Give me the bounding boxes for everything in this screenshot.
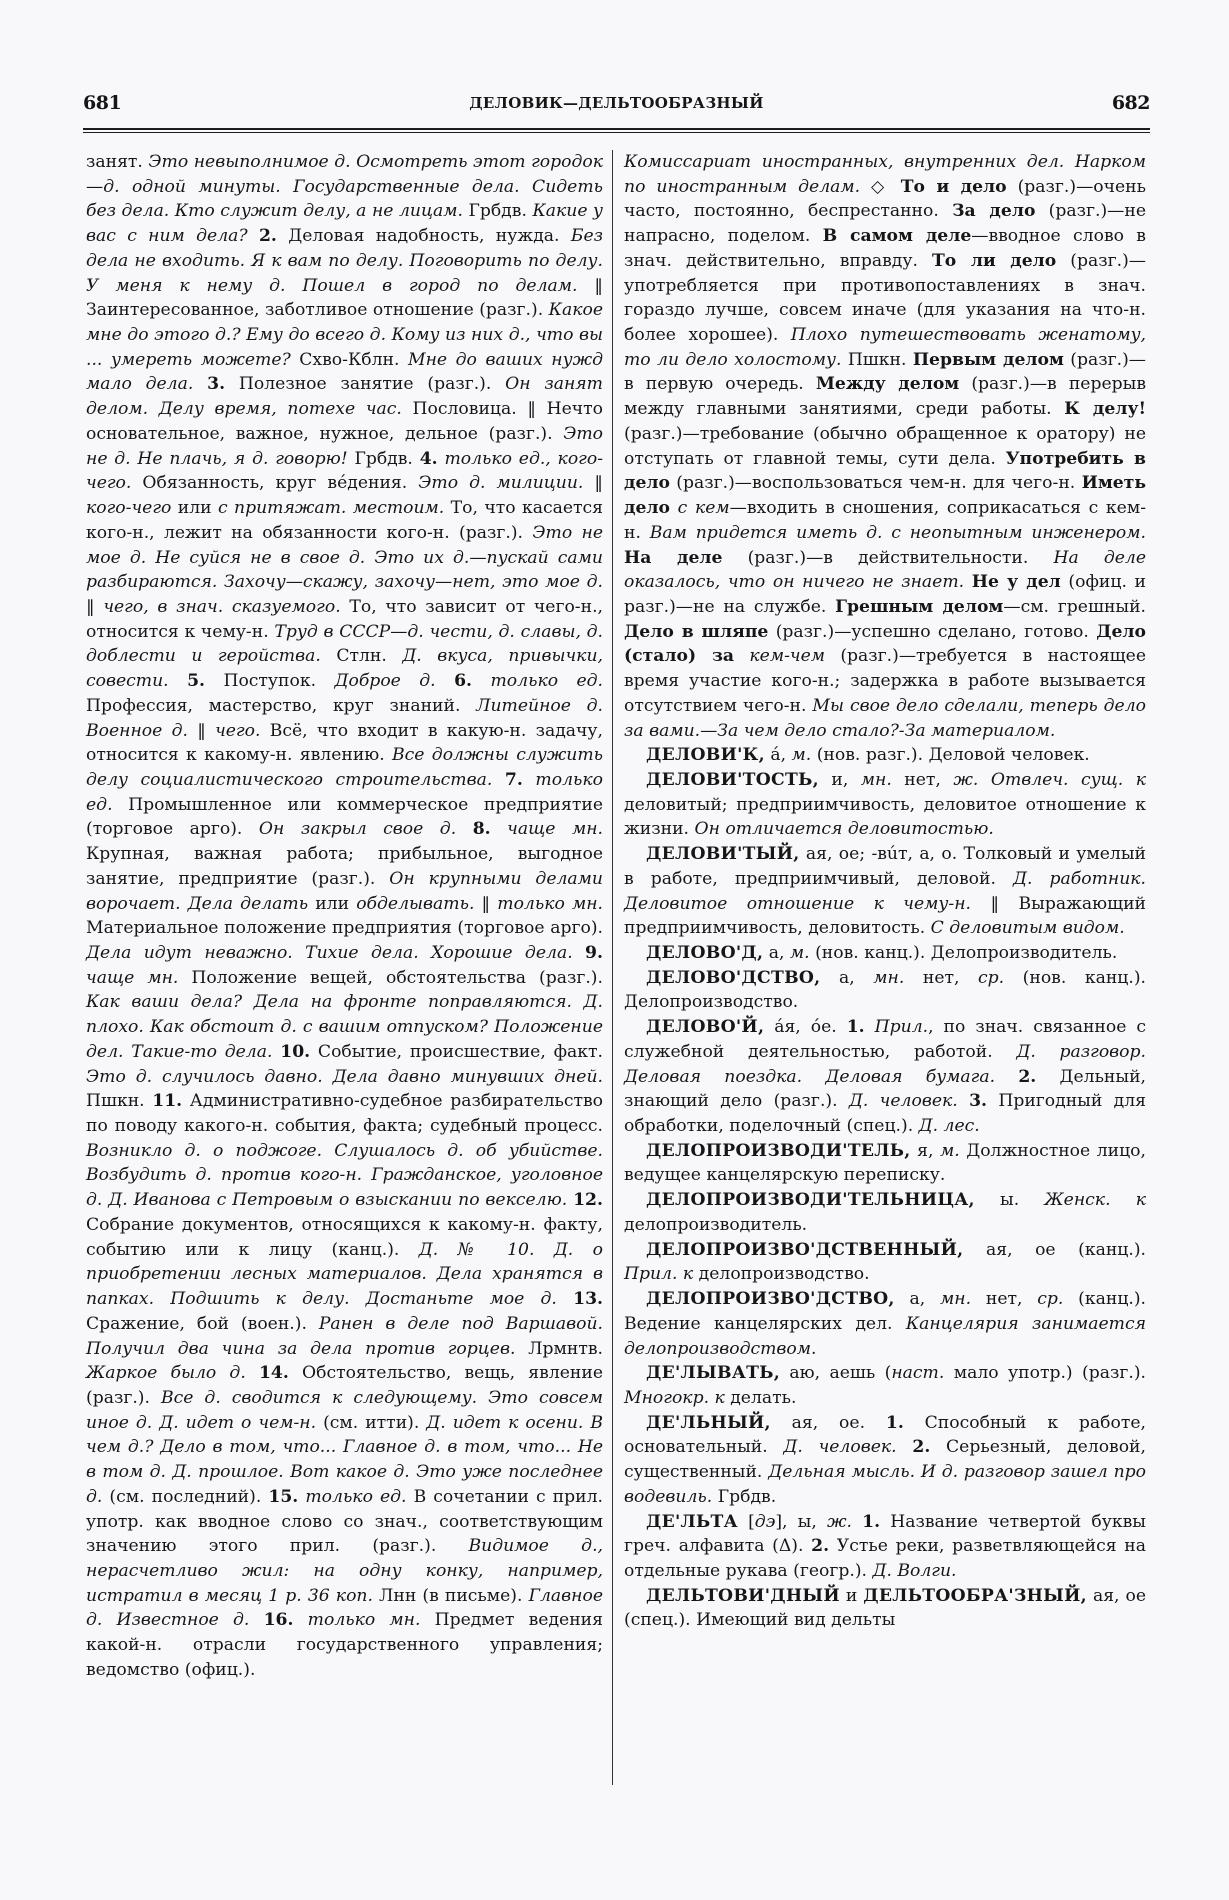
sense-number: Дело в шляпе bbox=[624, 621, 769, 642]
body-text: (нов. канц.). Делопроизводство. bbox=[624, 967, 1146, 1013]
body-text: Обстоятельство, вещь, явление (разг.). bbox=[86, 1363, 603, 1408]
italic-text: Он крупными делами ворочает. Дела делать bbox=[86, 868, 604, 914]
body-text: áя, óе. bbox=[764, 1017, 847, 1038]
body-text bbox=[456, 819, 473, 839]
italic-text: только мн. bbox=[307, 1610, 421, 1631]
body-text: ая, ое; -вúт, а, о. Толковый и умелый в работе, предприимчивый, деловой. bbox=[624, 844, 1146, 889]
dictionary-entry bbox=[624, 1361, 1146, 1410]
italic-text: чего. bbox=[215, 720, 261, 741]
headword: ДЕЛОВИ'ТЫЙ, bbox=[646, 844, 800, 865]
body-text: мало употр.) (разг.). bbox=[944, 1363, 1146, 1384]
italic-text: Д. Волги. bbox=[872, 1560, 957, 1581]
body-text: Устье реки, разветвляющейся на отдельные рукава (геогр.). bbox=[624, 1536, 1146, 1581]
column-divider bbox=[612, 150, 613, 1785]
italic-text: Без дела не входить. Я к вам по делу. Поговорить по делу. У меня к нему д. Пошел в город по делам. bbox=[86, 226, 603, 296]
entry-continuation bbox=[86, 150, 603, 1683]
italic-text: дэ bbox=[754, 1511, 776, 1532]
headword: ДЕЛОПРОИЗВОДИ'ТЕЛЬ, bbox=[646, 1140, 911, 1161]
italic-text: только ед. bbox=[305, 1486, 407, 1507]
body-text: Профессия, мастерство, круг знаний. bbox=[86, 695, 477, 716]
body-text: Лнн (в письме). bbox=[372, 1585, 529, 1606]
sense-number: На деле bbox=[624, 547, 723, 568]
body-text: Крупная, важная работа; прибыльное, выгодное занятие, предприятие (разг.). bbox=[86, 844, 603, 889]
italic-text: Он занят делом. Делу время, потехе час. bbox=[86, 374, 603, 420]
body-text: а, bbox=[763, 943, 790, 963]
italic-text: Он закрыл свое д. bbox=[258, 819, 457, 840]
body-text: Поступок. bbox=[205, 671, 335, 692]
body-text: —вводное слово в знач. действительно, вправду. bbox=[624, 226, 1146, 271]
entry-continuation bbox=[624, 150, 1146, 743]
body-text bbox=[958, 1091, 969, 1111]
sense-number: 1. bbox=[885, 1412, 904, 1433]
body-text: То, что зависит от чего-н., относится к чему-н. bbox=[86, 596, 604, 642]
sense-number: Употребить в дело bbox=[624, 448, 1146, 494]
sense-number: 3. bbox=[969, 1091, 988, 1112]
sense-number: 13. bbox=[573, 1289, 604, 1310]
body-text: ая, ое (спец.). Имеющий вид дельты bbox=[624, 1585, 1146, 1631]
italic-text: Видимое д., нерасчетливо жил: на одну конку, например, истратил в месяц 1 р. 36 коп. bbox=[86, 1536, 604, 1606]
body-text: делопроизводитель. bbox=[624, 1214, 808, 1235]
body-text: Материальное положение предприятия (торговое арго). bbox=[86, 918, 603, 939]
body-text: Промышленное или коммерческое предприятие (торговое арго). bbox=[86, 794, 603, 840]
body-text: нет, bbox=[971, 1289, 1038, 1310]
headword: ДЕ'ЛЬТА bbox=[646, 1511, 738, 1532]
body-text: В сочетании с прил. употр. как вводное слово со знач., соответствующим значению этого прил. (разг.). bbox=[86, 1486, 603, 1557]
italic-text: мн. bbox=[873, 967, 905, 988]
body-text: ‖ Выражающий предприимчивость, деловитость. bbox=[624, 893, 1146, 939]
body-text: (канц.). Ведение канцелярских дел. bbox=[624, 1289, 1147, 1334]
sense-number: 2. bbox=[1018, 1066, 1037, 1087]
dictionary-entry bbox=[624, 1238, 1146, 1287]
italic-text: м. bbox=[939, 1140, 960, 1161]
running-header bbox=[83, 92, 1150, 122]
body-text: Пшкн. bbox=[841, 349, 913, 370]
italic-text: ср. bbox=[978, 967, 1005, 988]
body-text: —см. грешный. bbox=[1003, 596, 1147, 617]
italic-text: Плохо путешествовать женатому, то ли дело холостому. bbox=[624, 325, 1146, 370]
body-text: (разг.)—воспользоваться чем-н. для чего-н. bbox=[669, 473, 1082, 494]
sense-number: Не у дел bbox=[971, 572, 1061, 593]
italic-text: с кем bbox=[677, 498, 730, 519]
headword: ДЕЛОВИ'ТОСТЬ, bbox=[646, 769, 819, 790]
body-text: Схво-Кблн. bbox=[290, 349, 408, 370]
italic-text: Все должны служить делу социалистического строительства. bbox=[86, 745, 603, 790]
body-text: Грбдв. bbox=[462, 201, 533, 222]
body-text bbox=[995, 1067, 1018, 1087]
italic-text: только ед. bbox=[86, 769, 603, 815]
dictionary-entry bbox=[624, 1188, 1146, 1237]
body-text: делопроизводство. bbox=[693, 1264, 870, 1285]
body-text: [ bbox=[737, 1511, 755, 1532]
italic-text: мн. bbox=[860, 769, 892, 790]
body-text: или bbox=[171, 498, 218, 519]
body-text: Грбдв. bbox=[347, 448, 420, 469]
headword: ДЕЛОВИ'К, bbox=[646, 745, 765, 766]
italic-text: Прил. bbox=[874, 1017, 929, 1038]
italic-text: с притяжат. местоим. bbox=[218, 498, 445, 519]
body-text bbox=[248, 226, 259, 246]
sense-number: Первым делом bbox=[912, 349, 1064, 370]
body-text: (разг.)—употребляется при противопоставлениях в знач. гораздо лучше, совсем иначе (для указания на что-н. более хорошее). bbox=[624, 250, 1146, 346]
sense-number: Дело (стало) за bbox=[624, 621, 1147, 667]
sense-number: 2. bbox=[258, 226, 277, 247]
italic-text: м. bbox=[789, 943, 810, 963]
body-text: (нов. канц.). Делопроизводитель. bbox=[809, 943, 1118, 963]
italic-text: Вам придется иметь д. с неопытным инженером. bbox=[649, 522, 1146, 543]
italic-text: Дела идут неважно. Тихие дела. Хорошие дела. bbox=[86, 943, 573, 963]
sense-number: 16. bbox=[263, 1610, 294, 1631]
body-text bbox=[852, 1512, 862, 1532]
dictionary-entry bbox=[624, 966, 1146, 1015]
body-text: Событие, происшествие, факт. bbox=[310, 1041, 603, 1062]
body-text: ], ы, bbox=[775, 1511, 827, 1532]
body-text: (см. итти). bbox=[316, 1412, 427, 1433]
body-text: Способный к работе, основательный. bbox=[624, 1412, 1146, 1458]
italic-text: Все д. сводится к следующему. Это совсем иное д. Д. идет о чем-н. bbox=[86, 1387, 603, 1433]
body-text bbox=[734, 646, 749, 666]
body-text: (офиц. и разг.)—не на службе. bbox=[624, 572, 1147, 617]
sense-number: 2. bbox=[811, 1536, 830, 1557]
sense-number: К делу! bbox=[1064, 399, 1146, 420]
body-text: Положение вещей, обстоятельства (разг.). bbox=[178, 967, 603, 988]
sense-number: Грешным делом bbox=[835, 596, 1004, 617]
body-text: Полезное занятие (разг.). bbox=[225, 374, 506, 395]
italic-text: чаще мн. bbox=[86, 967, 179, 988]
italic-text: ср. bbox=[1037, 1289, 1064, 1310]
body-text: ая, ое (канц.). bbox=[963, 1239, 1146, 1260]
italic-text: Д. человек. bbox=[848, 1091, 958, 1112]
body-text: ‖ bbox=[474, 893, 498, 914]
italic-text: На деле оказалось, что он ничего не знает. bbox=[624, 547, 1146, 593]
italic-text: Канцелярия занимается делопроизводством. bbox=[624, 1313, 1146, 1359]
italic-text: наст. bbox=[891, 1363, 945, 1384]
sense-number: 5. bbox=[187, 671, 206, 692]
italic-text: Доброе д. bbox=[334, 671, 436, 692]
body-text bbox=[557, 1289, 573, 1309]
sense-number: 3. bbox=[207, 374, 226, 395]
body-text bbox=[897, 1437, 913, 1457]
italic-text: Это невыполнимое д. Осмотреть этот городок—д. одной минуты. Государственные дела. Сидеть без дела. Кто служит делу, а не лицам. bbox=[86, 152, 604, 222]
body-text: или bbox=[308, 893, 357, 914]
body-text: á, bbox=[764, 745, 792, 766]
sense-number: 12. bbox=[573, 1190, 603, 1211]
right-column bbox=[624, 150, 1146, 1633]
body-text bbox=[472, 671, 490, 691]
dictionary-entry bbox=[624, 1015, 1146, 1139]
body-text: (нов. разг.). Деловой человек. bbox=[811, 745, 1090, 766]
italic-text: Как ваши дела? Дела на фронте поправляются. Д. плохо. Как обстоит д. с вашим отпуском? Положение дел. Такие-то дела. bbox=[86, 992, 603, 1062]
body-text bbox=[193, 374, 207, 394]
sense-number: То и дело bbox=[900, 176, 1007, 197]
italic-text: Это д. милиции. bbox=[418, 473, 584, 494]
body-text: (разг.)—требуется в настоящее время участие кого-н.; задержка в работе вызывается отсутствием чего-н. bbox=[624, 646, 1146, 716]
body-text: а, bbox=[820, 967, 874, 988]
body-text bbox=[293, 1610, 307, 1630]
italic-text: Прил. к bbox=[624, 1264, 694, 1285]
italic-text: Это д. случилось давно. Дела давно минувших дней. bbox=[86, 1066, 603, 1087]
body-text: аю, аешь ( bbox=[779, 1363, 892, 1384]
body-text: Дельный, знающий дело (разг.). bbox=[624, 1066, 1146, 1112]
body-text: ‖ bbox=[187, 720, 216, 741]
headword: ДЕЛЬТОВИ'ДНЫЙ bbox=[646, 1585, 840, 1606]
body-text: ‖ bbox=[583, 473, 604, 494]
italic-text: чего, в знач. сказуемого. bbox=[103, 596, 341, 617]
body-text bbox=[491, 819, 508, 839]
italic-text: только ед. bbox=[490, 671, 604, 692]
italic-text: Ранен в деле под Варшавой. Получил два чина за дела против горцев. bbox=[86, 1313, 603, 1359]
body-text: Сражение, бой (воен.). bbox=[86, 1313, 319, 1334]
body-text: нет, bbox=[904, 967, 979, 988]
italic-text: Д. № 10. Д. о приобретении лесных материалов. Дела хранятся в папках. Подшить к делу. Достаньте мое д. bbox=[86, 1239, 603, 1310]
italic-text: Он отличается деловитостью. bbox=[694, 819, 994, 840]
body-text: (разг.)—очень часто, постоянно, беспрестанно. bbox=[624, 176, 1146, 222]
body-text: ы. bbox=[974, 1190, 1045, 1211]
body-text: (см. последний). bbox=[102, 1486, 269, 1507]
body-text: Обязанность, круг вéдения. bbox=[131, 473, 419, 494]
body-text: Серьезный, деловой, существенный. bbox=[624, 1437, 1146, 1483]
dictionary-entry bbox=[624, 1510, 1146, 1584]
body-text: Пригодный для обработки, поделочный (спец.). bbox=[624, 1091, 1146, 1137]
header-title: ДЕЛОВИК—ДЕЛЬТООБРАЗНЫЙ bbox=[469, 94, 764, 112]
italic-text: Это не д. Не плачь, я д. говорю! bbox=[86, 423, 603, 469]
sense-number: За дело bbox=[952, 201, 1036, 222]
italic-text: мн. bbox=[940, 1289, 972, 1310]
italic-text: м. bbox=[791, 745, 812, 766]
body-text: ая, ое. bbox=[770, 1412, 886, 1433]
headword: ДЕ'ЛЫВАТЬ, bbox=[646, 1363, 780, 1384]
headword: ДЕЛОВО'Д, bbox=[646, 943, 764, 963]
sense-number: 2. bbox=[912, 1437, 931, 1458]
italic-text: Д. лес. bbox=[918, 1116, 980, 1137]
body-text bbox=[249, 1610, 263, 1630]
body-text: Стлн. bbox=[320, 646, 403, 667]
header-rule-thick bbox=[83, 128, 1150, 130]
sense-number: 1. bbox=[846, 1017, 865, 1038]
italic-text: Д. человек. bbox=[783, 1437, 897, 1458]
italic-text: Возникло д. о поджоге. Слушалось д. об убийстве. Возбудить д. против кого-н. Гражданское, уголовное д. Д. Иванова с Петровым о взыскании по векселю. bbox=[86, 1140, 603, 1211]
italic-text: Мы свое дело сделали, теперь дело за вами.—За чем дело стало?-За материалом. bbox=[624, 695, 1146, 741]
body-text: Собрание документов, относящихся к какому-н. факту, событию или к лицу (канц.). bbox=[86, 1214, 603, 1260]
italic-text: Комиссариат иностранных, внутренних дел. Нарком по иностранным делам. bbox=[624, 152, 1146, 197]
body-text: (разг.)—не напрасно, поделом. bbox=[624, 201, 1146, 247]
sense-number: 10. bbox=[280, 1041, 311, 1062]
sense-number: 15. bbox=[268, 1486, 299, 1507]
body-text: (разг.)—в действительности. bbox=[722, 547, 1054, 568]
body-text: делать. bbox=[724, 1387, 797, 1408]
body-text: То, что касается кого-н., лежит на обязанности кого-н. (разг.). bbox=[86, 498, 603, 543]
body-text bbox=[436, 671, 454, 691]
italic-text: Литейное д. Военное д. bbox=[86, 695, 603, 741]
headword: ДЕЛОВО'ДСТВО, bbox=[646, 967, 821, 988]
body-text: ◇ bbox=[860, 176, 901, 197]
italic-text: ж. bbox=[826, 1511, 852, 1532]
italic-text: ж. Отвлеч. сущ. к bbox=[953, 769, 1146, 790]
headword: ДЕЛОПРОИЗВО'ДСТВО, bbox=[646, 1289, 895, 1310]
sense-number: В самом деле bbox=[822, 226, 972, 247]
dictionary-entry bbox=[624, 743, 1146, 768]
italic-text: Мне до ваших нужд мало дела. bbox=[86, 349, 604, 395]
dictionary-entry bbox=[624, 842, 1146, 941]
headword: ДЕЛЬТООБРА'ЗНЫЙ, bbox=[863, 1585, 1087, 1606]
italic-text: Это не мое д. Не суйся не в свое д. Это их д.—пускай сами разбираются. Захочу—скажу, захочу—нет, это мое д. bbox=[86, 522, 604, 593]
body-text: Грбдв. bbox=[712, 1486, 777, 1507]
header-rule-thin bbox=[83, 132, 1150, 133]
headword: ДЕЛОПРОИЗВОДИ'ТЕЛЬНИЦА, bbox=[646, 1190, 975, 1211]
dictionary-entry bbox=[624, 1287, 1146, 1361]
italic-text: только ед., кого-чего. bbox=[86, 448, 604, 494]
headword: ДЕ'ЛЬНЫЙ, bbox=[646, 1412, 771, 1433]
body-text: и, bbox=[818, 769, 861, 790]
italic-text: кого-чего bbox=[86, 498, 172, 519]
body-text bbox=[169, 671, 187, 691]
body-text: (разг.)—требование (обычно обращенное к оратору) не отступать от главной темы, сути дела. bbox=[624, 423, 1146, 469]
sense-number: 4. bbox=[419, 448, 438, 469]
italic-text: Какие у вас с ним дела? bbox=[86, 201, 603, 247]
italic-text: Д. разговор. Деловая поездка. Деловая бумага. bbox=[624, 1041, 1146, 1087]
page-number-left: 681 bbox=[83, 92, 122, 114]
italic-text: Жаркое было д. bbox=[86, 1363, 246, 1384]
body-text: Лрмнтв. bbox=[515, 1338, 603, 1359]
body-text: деловитый; предприимчивость, деловитое отношение к жизни. bbox=[624, 794, 1146, 840]
italic-text: Многокр. к bbox=[624, 1387, 725, 1408]
body-text bbox=[964, 572, 972, 592]
body-text bbox=[523, 770, 536, 790]
italic-text: обделывать. bbox=[356, 893, 475, 914]
italic-text: Д. вкуса, привычки, совести. bbox=[86, 646, 603, 692]
body-text bbox=[492, 770, 505, 790]
body-text: Предмет ведения какой-н. отрасли государственного управления; ведомство (офиц.). bbox=[86, 1610, 603, 1680]
body-text: (разг.)—успешно сделано, готово. bbox=[768, 621, 1097, 642]
body-text bbox=[865, 1017, 875, 1037]
body-text: ‖ Заинтересованное, заботливое отношение (разг.). bbox=[86, 275, 603, 321]
body-text: ‖ bbox=[86, 596, 104, 617]
body-text: а, bbox=[894, 1289, 941, 1310]
body-text: и bbox=[839, 1585, 864, 1606]
sense-number: Между делом bbox=[815, 374, 960, 395]
sense-number: 6. bbox=[454, 671, 473, 692]
body-text: —входить в сношения, соприкасаться с кем-н. bbox=[624, 498, 1147, 543]
italic-text: С деловитым видом. bbox=[930, 918, 1125, 939]
body-text: , по знач. связанное с служебной деятельностью, работой. bbox=[624, 1017, 1146, 1062]
body-text: я, bbox=[910, 1140, 940, 1161]
dictionary-entry bbox=[624, 941, 1146, 966]
italic-text: только мн. bbox=[497, 893, 603, 914]
body-text: (разг.)—в перерыв между главными занятиями, среди работы. bbox=[624, 374, 1146, 420]
italic-text: Д. идет к осени. В чем д.? Дело в том, что... Главное д. в том, что... Не в том д. Д. прошлое. Вот какое д. Это уже последнее д. bbox=[86, 1412, 603, 1507]
body-text: Должностное лицо, ведущее канцелярскую переписку. bbox=[624, 1140, 1146, 1186]
body-text: Административно-судебное разбирательство по поводу какого-н. события, факта; судебный процесс. bbox=[86, 1091, 603, 1137]
italic-text: чаще мн. bbox=[507, 819, 604, 840]
body-text: Всё, что входит в какую-н. задачу, относится к какому-н. явлению. bbox=[86, 720, 603, 766]
italic-text: Труд в СССР—д. чести, д. славы, д. доблести и геройства. bbox=[86, 621, 603, 667]
sense-number: 1. bbox=[862, 1511, 881, 1532]
dictionary-entry bbox=[624, 1411, 1146, 1510]
italic-text: Главное д. Известное д. bbox=[86, 1585, 603, 1631]
dictionary-entry bbox=[624, 768, 1146, 842]
sense-number: 11. bbox=[152, 1091, 183, 1112]
sense-number: 14. bbox=[258, 1363, 289, 1384]
italic-text: Дельная мысль. И д. разговор зашел про водевиль. bbox=[624, 1462, 1146, 1507]
body-text: Пословица. ‖ Нечто основательное, важное, нужное, дельное (разг.). bbox=[86, 399, 603, 444]
body-text: (разг.)—в первую очередь. bbox=[624, 349, 1146, 395]
page-number-right: 682 bbox=[1111, 92, 1150, 114]
dictionary-entry bbox=[624, 1139, 1146, 1188]
body-text bbox=[670, 498, 678, 518]
body-text bbox=[246, 1363, 259, 1383]
sense-number: 8. bbox=[472, 819, 491, 840]
italic-text: Д. работник. Деловитое отношение к чему-н. bbox=[624, 868, 1146, 914]
body-text: Деловая надобность, нужда. bbox=[276, 226, 571, 247]
body-text bbox=[573, 943, 585, 963]
italic-text: Женск. к bbox=[1044, 1190, 1146, 1211]
sense-number: Иметь дело bbox=[624, 473, 1146, 519]
body-text: занят. bbox=[86, 152, 149, 172]
dictionary-entry bbox=[624, 1584, 1146, 1633]
body-text: Пшкн. bbox=[86, 1091, 153, 1112]
body-text: Название четвертой буквы греч. алфавита (Δ). bbox=[624, 1511, 1146, 1557]
body-text: нет, bbox=[891, 769, 954, 790]
left-column bbox=[86, 150, 603, 1683]
sense-number: То ли дело bbox=[932, 250, 1057, 271]
headword: ДЕЛОВО'Й, bbox=[646, 1017, 765, 1038]
italic-text: Какое мне до этого д.? Ему до всего д. Кому из них д., что вы ... умереть можете? bbox=[86, 300, 603, 370]
headword: ДЕЛОПРОИЗВО'ДСТВЕННЫЙ, bbox=[646, 1239, 964, 1260]
sense-number: 9. bbox=[585, 943, 603, 963]
italic-text: кем-чем bbox=[749, 646, 825, 667]
sense-number: 7. bbox=[504, 769, 523, 790]
